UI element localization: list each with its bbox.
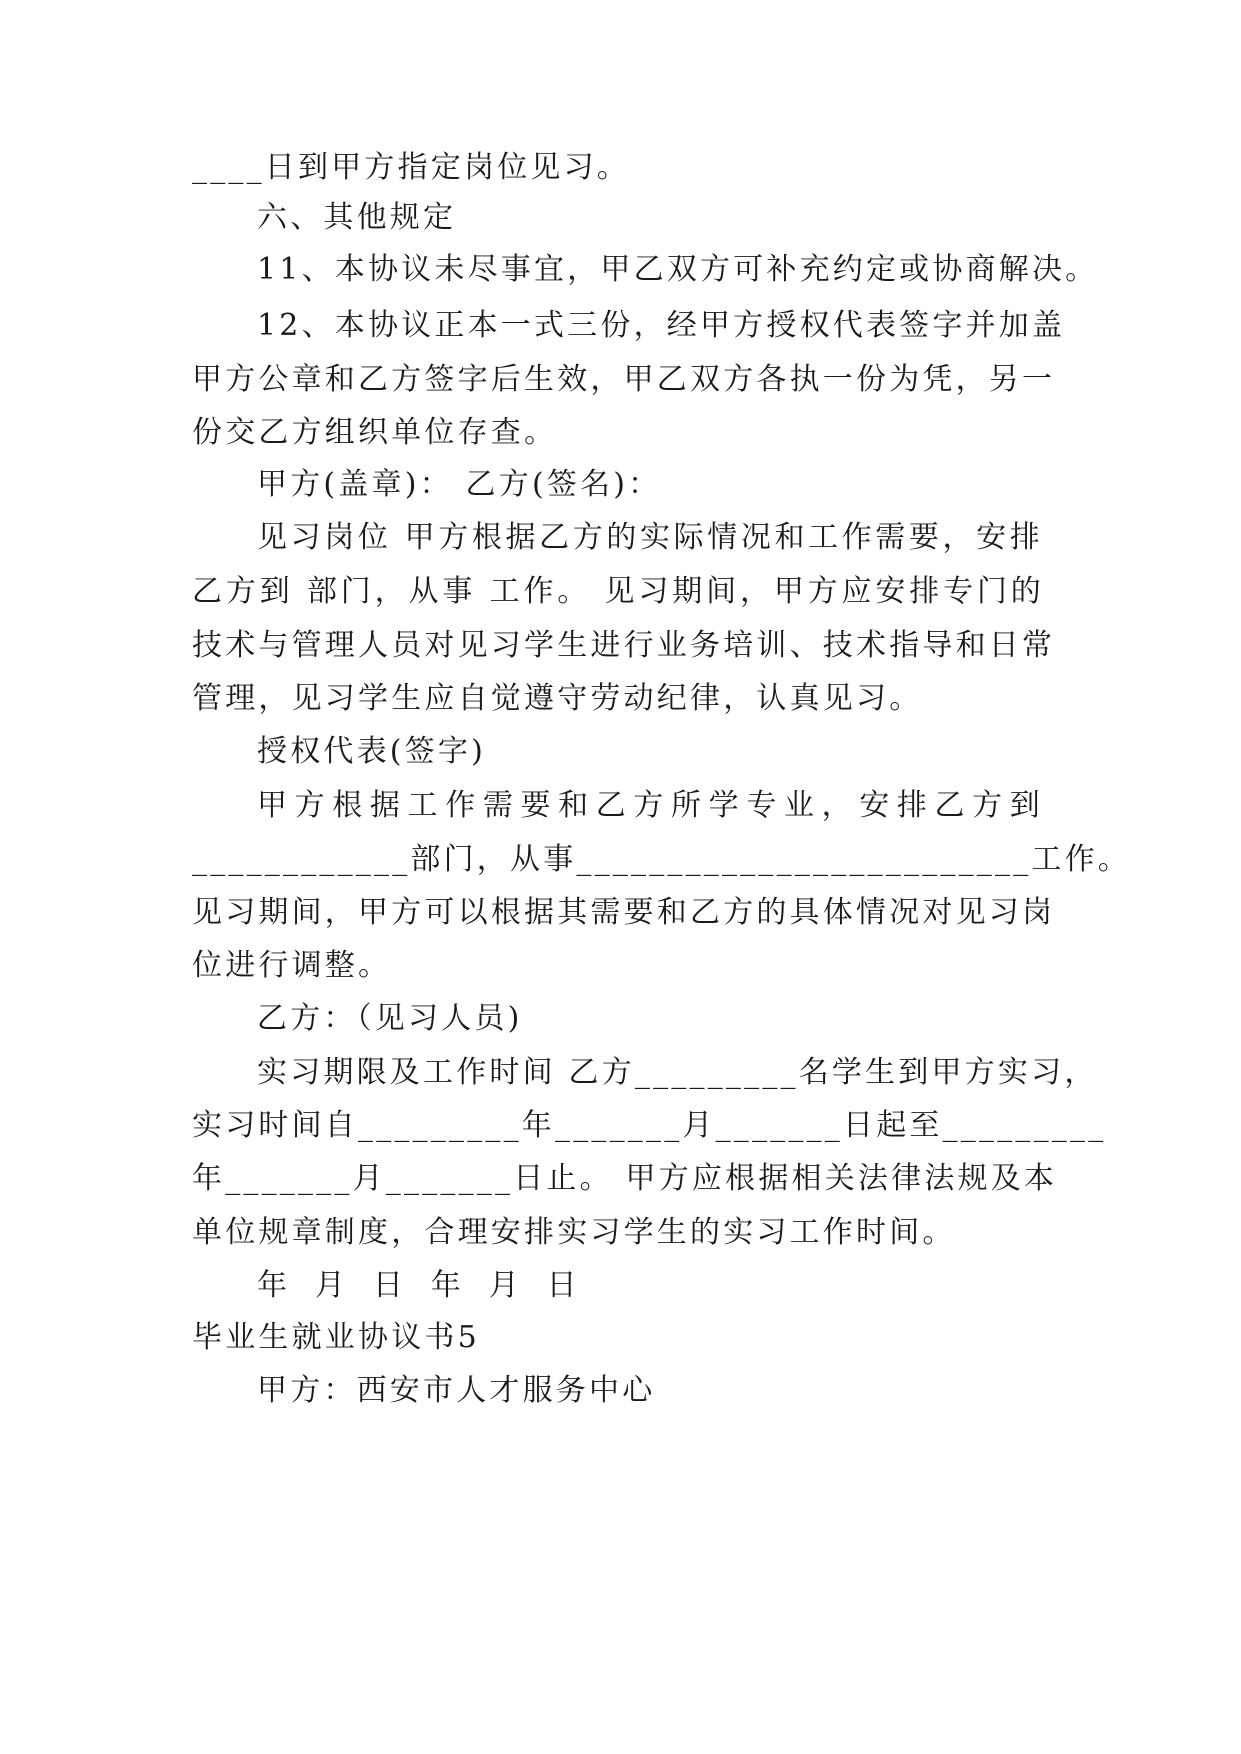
post-paragraph-line-2: 乙方到 部门，从事 工作。 见习期间，甲方应安排专门的 <box>192 574 1044 609</box>
assignment-line-3: 见习期间，甲方可以根据其需要和乙方的具体情况对见习岗 <box>192 895 1056 930</box>
clause-11: 11、本协议未尽事宜，甲乙双方可补充约定或协商解决。 <box>257 252 1099 287</box>
authorized-representative: 授权代表(签字) <box>257 734 487 769</box>
text-line: ____日到甲方指定岗位见习。 <box>192 150 630 185</box>
signature-parties: 甲方(盖章)： 乙方(签名)： <box>257 467 662 502</box>
assignment-line-1: 甲方根据工作需要和乙方所学专业，安排乙方到 <box>257 788 1043 823</box>
post-paragraph-line-4: 管理，见习学生应自觉遵守劳动纪律，认真见习。 <box>192 681 923 716</box>
clause-12-line-3: 份交乙方组织单位存查。 <box>192 415 558 450</box>
section-heading: 六、其他规定 <box>257 200 457 235</box>
assignment-line-2: ____________部门，从事_________________________工作。 <box>192 842 1131 877</box>
post-paragraph-line-3: 技术与管理人员对见习学生进行业务培训、技术指导和日常 <box>192 628 1056 663</box>
section-title: 毕业生就业协议书5 <box>192 1320 480 1355</box>
date-line: 年 月 日 年 月 日 <box>257 1268 580 1303</box>
internship-line-2: 实习时间自_________年_______月_______日起至_________ <box>192 1108 1107 1143</box>
clause-12-line-2: 甲方公章和乙方签字后生效，甲乙双方各执一份为凭，另一 <box>192 362 1056 397</box>
clause-12-line-1: 12、本协议正本一式三份，经甲方授权代表签字并加盖 <box>257 308 1066 343</box>
post-paragraph-line-1: 见习岗位 甲方根据乙方的实际情况和工作需要，安排 <box>257 520 1043 555</box>
internship-line-4: 单位规章制度，合理安排实习学生的实习工作时间。 <box>192 1215 956 1250</box>
internship-line-1: 实习期限及工作时间 乙方_________名学生到甲方实习， <box>257 1055 1098 1090</box>
internship-line-3: 年_______月_______日止。 甲方应根据相关法律法规及本 <box>192 1161 1058 1196</box>
party-b-label: 乙方：（见习人员) <box>257 1001 523 1036</box>
party-a-name: 甲方：西安市人才服务中心 <box>257 1373 656 1408</box>
assignment-line-4: 位进行调整。 <box>192 948 392 983</box>
